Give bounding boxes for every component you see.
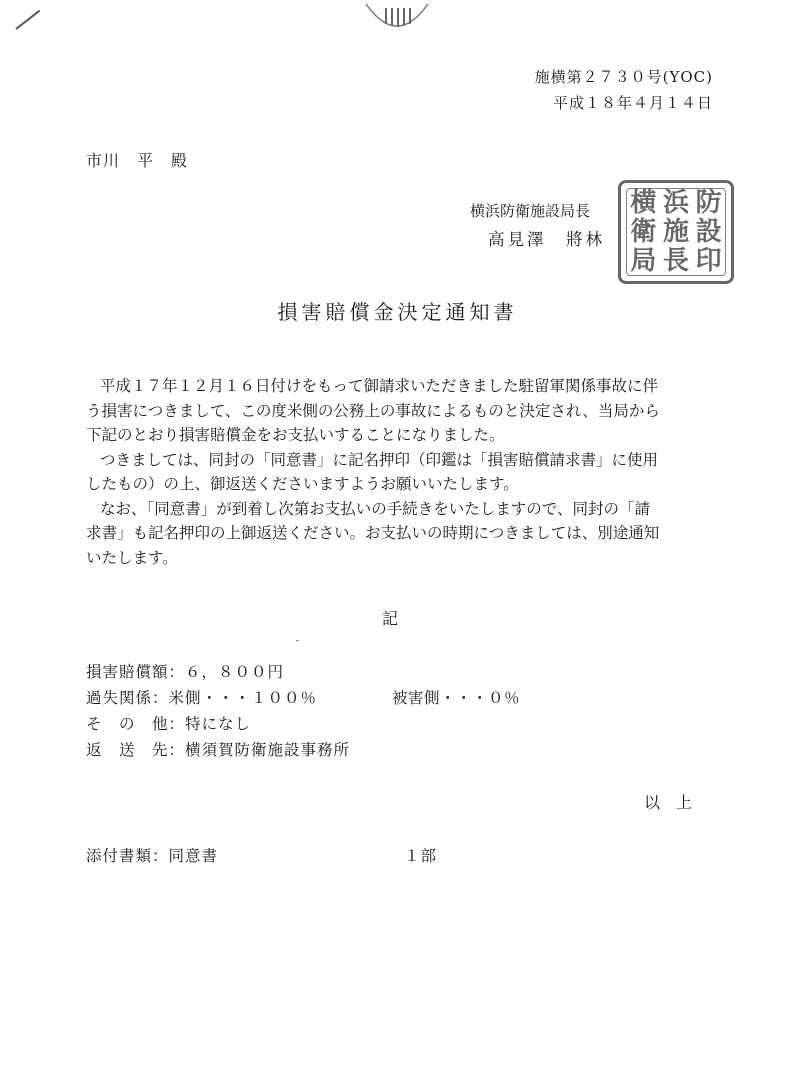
sender-title: 横浜防衛施設局長 bbox=[470, 202, 591, 220]
seal-char: 設 bbox=[695, 216, 722, 247]
seal-char: 浜 bbox=[662, 188, 689, 219]
body-paragraph-1 bbox=[86, 374, 726, 448]
detail-fault-label: 過失関係： bbox=[86, 689, 169, 707]
attachments-count: １部 bbox=[404, 847, 438, 865]
seal-char: 横 bbox=[630, 188, 657, 219]
body-paragraph-2 bbox=[86, 448, 726, 497]
detail-other-value: 特になし bbox=[185, 715, 252, 733]
official-seal bbox=[618, 180, 734, 284]
detail-amount bbox=[86, 660, 284, 682]
closing: 以 上 bbox=[644, 793, 693, 812]
attachments bbox=[86, 844, 218, 866]
reference-number: 施横第２７３０号(YOC) bbox=[534, 68, 713, 86]
body-line: 下記のとおり損害賠償金をお支払いすることになりました。 bbox=[86, 426, 505, 444]
detail-other-label: そ の 他： bbox=[86, 715, 186, 733]
seal-char: 局 bbox=[630, 245, 657, 276]
document-title: 損害賠償金決定通知書 bbox=[277, 300, 518, 324]
scan-mark bbox=[15, 10, 40, 30]
ki-heading: 記 bbox=[382, 609, 399, 628]
seal-char: 施 bbox=[662, 216, 689, 247]
seal-char: 防 bbox=[695, 188, 722, 219]
seal-char: 衛 bbox=[630, 216, 657, 247]
seal-characters bbox=[627, 189, 725, 275]
body-line: したもの）の上、御返送くださいますようお願いいたします。 bbox=[86, 475, 519, 493]
sender-name: 高見澤 將林 bbox=[488, 230, 605, 249]
body-line: いたします。 bbox=[86, 548, 178, 567]
body-line: つきましては、同封の「同意書」に記名押印（印鑑は「損害賠償請求書」に使用 bbox=[100, 450, 659, 469]
detail-return-label: 返 送 先： bbox=[86, 741, 186, 759]
seal-char: 長 bbox=[662, 245, 689, 276]
detail-fault bbox=[86, 686, 317, 708]
seal-char: 印 bbox=[695, 245, 722, 276]
detail-amount-label: 損害賠償額： bbox=[86, 663, 186, 681]
issue-date: 平成１８年４月１４日 bbox=[552, 94, 713, 112]
body-line: 求書」も記名押印の上御返送ください。お支払いの時期につきましては、別途通知 bbox=[86, 524, 660, 542]
detail-fault-victim: 被害側・・・０％ bbox=[392, 689, 521, 707]
body-line: う損害につきまして、この度米側の公務上の事故によるものと決定され、当局から bbox=[86, 401, 660, 420]
detail-return-to bbox=[86, 738, 350, 760]
detail-fault-us: 米側・・・１００％ bbox=[168, 689, 318, 707]
punch-hole-mark bbox=[362, 0, 432, 40]
attachments-label: 添付書類： bbox=[86, 847, 169, 865]
detail-return-value: 横須賀防衛施設事務所 bbox=[185, 741, 351, 759]
addressee: 市川 平 殿 bbox=[86, 151, 189, 170]
body-line: なお、「同意書」が到着し次第お支払いの手続きをいたしますので、同封の「請 bbox=[100, 499, 650, 518]
body-paragraph-3 bbox=[86, 497, 726, 571]
body-line: 平成１７年１２月１６日付けをもって御請求いただきました駐留軍関係事故に伴 bbox=[100, 377, 659, 395]
detail-other bbox=[86, 712, 251, 734]
attachments-item: 同意書 bbox=[168, 847, 219, 865]
detail-amount-value: ６，８００円 bbox=[185, 663, 285, 681]
scan-speck bbox=[296, 640, 299, 641]
